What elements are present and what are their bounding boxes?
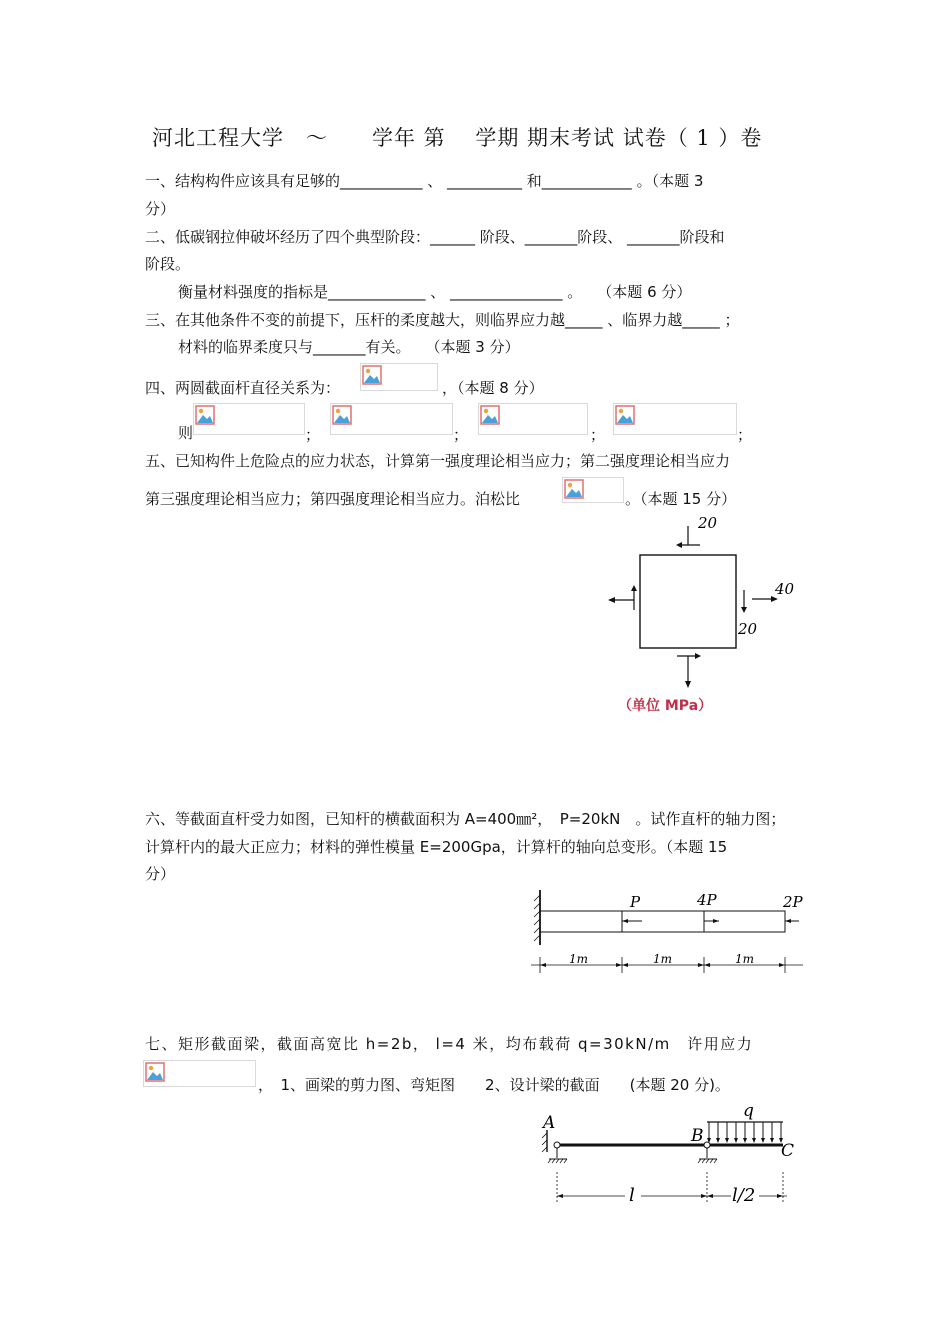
- formula-image-placeholder: [193, 403, 305, 435]
- q4-line1: 四、两圆截面杆直径关系为：: [145, 379, 341, 397]
- q2-line1: 二、低碳钢拉伸破坏经历了四个典型阶段：______ 阶段、_______阶段、 _______阶段和: [145, 228, 725, 246]
- q6-line3: 分）: [145, 865, 176, 883]
- broken-image-icon: [195, 405, 215, 425]
- formula-image-placeholder: [562, 477, 624, 503]
- formula-image-placeholder: [360, 363, 438, 391]
- load-label-q: q: [743, 1101, 754, 1121]
- formula-image-placeholder: [613, 403, 737, 435]
- q6-line2: 计算杆内的最大正应力；材料的弹性模量 E=200Gpa，计算杆的轴向总变形。（本题 15: [145, 838, 728, 856]
- stress-element-figure: [600, 510, 810, 720]
- q2-line2: 阶段。: [145, 255, 191, 273]
- q4-line2-prefix: 则: [178, 424, 194, 442]
- dimension-label-2: 1m: [653, 952, 673, 966]
- force-label-2: 4P: [697, 891, 717, 909]
- beam-figure: [525, 1100, 805, 1210]
- q4-sep: ；: [453, 426, 469, 444]
- q1-line1: 一、结构构件应该具有足够的___________ 、 __________ 和____________ 。（本题 3: [145, 172, 704, 190]
- q5-line2: 第三强度理论相当应力；第四强度理论相当应力。泊松比: [145, 490, 521, 508]
- dimension-label-3: 1m: [735, 952, 755, 966]
- q1-line2: 分）: [145, 200, 176, 218]
- force-label-1: P: [630, 893, 641, 911]
- q4-sep: ；: [590, 426, 606, 444]
- q6-line1: 六、等截面直杆受力如图，已知杆的横截面积为 A=400㎜²， P=20kN 。试作直杆的轴力图；: [145, 810, 786, 828]
- broken-image-icon: [480, 405, 500, 425]
- page-title: 河北工程大学 ～ 学年 第 学期 期末考试 试卷（ 1 ）卷: [152, 126, 763, 150]
- broken-image-icon: [615, 405, 635, 425]
- right-normal-stress-label: 40: [775, 580, 795, 598]
- q5-line1: 五、已知构件上危险点的应力状态，计算第一强度理论相当应力；第二强度理论相当应力: [145, 452, 731, 470]
- q2-line3: 衡量材料强度的指标是_____________ 、 _______________ 。 （本题 6 分）: [178, 283, 692, 301]
- broken-image-icon: [145, 1062, 165, 1082]
- q7-line2-tail: ， 1、画梁的剪力图、弯矩图 2、设计梁的截面 (本题 20 分)。: [258, 1076, 730, 1094]
- axial-bar-figure: [525, 885, 815, 980]
- broken-image-icon: [332, 405, 352, 425]
- q7-line1: 七、矩形截面梁，截面高宽比 h=2b， l=4 米，均布载荷 q=30kN/m 许用应力: [145, 1035, 754, 1053]
- formula-image-placeholder: [478, 403, 588, 435]
- q4-sep: ；: [737, 426, 753, 444]
- broken-image-icon: [564, 479, 584, 499]
- point-label-a: A: [543, 1113, 556, 1133]
- broken-image-icon: [362, 365, 382, 385]
- length-label-half-l: l/2: [732, 1185, 756, 1206]
- dimension-label-1: 1m: [569, 952, 589, 966]
- point-label-b: B: [691, 1126, 704, 1146]
- force-label-3: 2P: [783, 893, 803, 911]
- q5-line2-tail: 。（本题 15 分）: [625, 490, 737, 508]
- length-label-l: l: [629, 1185, 635, 1206]
- top-stress-label: 20: [698, 514, 718, 532]
- right-shear-stress-label: 20: [738, 620, 758, 638]
- unit-label: （单位 MPa）: [618, 698, 713, 714]
- q4-line1-tail: ，（本题 8 分）: [442, 379, 544, 397]
- q3-line1: 三、在其他条件不变的前提下，压杆的柔度越大，则临界应力越_____ 、临界力越_____ ；: [145, 311, 740, 329]
- q4-sep: ；: [305, 426, 321, 444]
- q3-line2: 材料的临界柔度只与_______有关。 （本题 3 分）: [178, 338, 520, 356]
- bar-body: [540, 911, 785, 932]
- stress-element-square: [640, 555, 736, 648]
- formula-image-placeholder: [143, 1060, 256, 1087]
- formula-image-placeholder: [330, 403, 453, 435]
- point-label-c: C: [781, 1141, 795, 1161]
